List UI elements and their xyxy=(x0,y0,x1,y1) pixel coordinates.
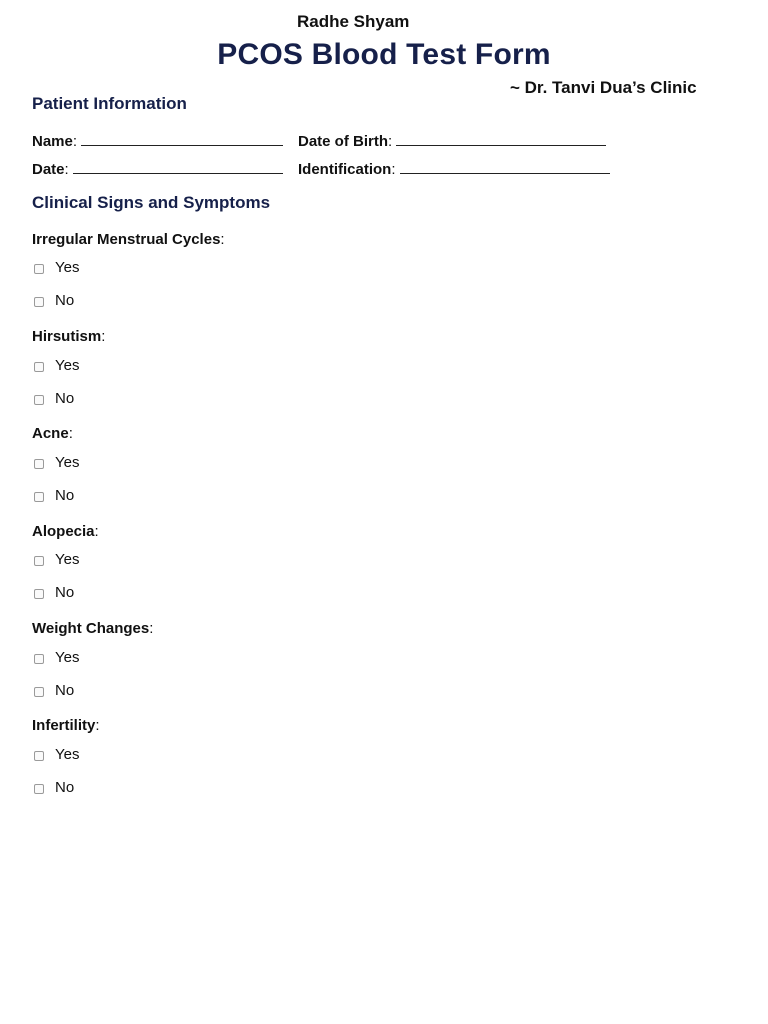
option-yes[interactable]: Yes xyxy=(34,551,79,568)
question-irregular-cycles: Irregular Menstrual Cycles: xyxy=(32,231,225,248)
checkbox[interactable] xyxy=(34,264,44,274)
name-label: Name xyxy=(32,133,73,150)
checkbox[interactable] xyxy=(34,492,44,502)
checkbox[interactable] xyxy=(34,687,44,697)
question-weight-changes: Weight Changes: xyxy=(32,620,154,637)
option-yes[interactable]: Yes xyxy=(34,746,79,763)
question-hirsutism: Hirsutism: xyxy=(32,328,106,345)
option-yes[interactable]: Yes xyxy=(34,259,79,276)
question-acne: Acne: xyxy=(32,425,73,442)
option-no[interactable]: No xyxy=(34,682,74,699)
date-label: Date xyxy=(32,161,65,178)
identification-label: Identification xyxy=(298,161,392,178)
form-title: PCOS Blood Test Form xyxy=(217,38,551,71)
clinic-name: ~ Dr. Tanvi Dua’s Clinic xyxy=(510,78,697,97)
date-blank[interactable] xyxy=(73,159,283,174)
checkbox[interactable] xyxy=(34,556,44,566)
dob-label: Date of Birth xyxy=(298,133,388,150)
name-blank[interactable] xyxy=(81,131,283,146)
option-yes[interactable]: Yes xyxy=(34,357,79,374)
checkbox[interactable] xyxy=(34,784,44,794)
checkbox[interactable] xyxy=(34,395,44,405)
checkbox[interactable] xyxy=(34,589,44,599)
option-yes[interactable]: Yes xyxy=(34,454,79,471)
clinical-signs-heading: Clinical Signs and Symptoms xyxy=(32,193,271,212)
question-alopecia: Alopecia: xyxy=(32,523,99,540)
patient-name-header: Radhe Shyam xyxy=(297,12,410,31)
dob-field[interactable]: Date of Birth: xyxy=(298,131,606,150)
option-no[interactable]: No xyxy=(34,584,74,601)
option-yes[interactable]: Yes xyxy=(34,649,79,666)
option-no[interactable]: No xyxy=(34,487,74,504)
name-field[interactable]: Name: xyxy=(32,131,283,150)
checkbox[interactable] xyxy=(34,751,44,761)
date-field[interactable]: Date: xyxy=(32,159,283,178)
option-no[interactable]: No xyxy=(34,779,74,796)
identification-field[interactable]: Identification: xyxy=(298,159,610,178)
identification-blank[interactable] xyxy=(400,159,610,174)
option-no[interactable]: No xyxy=(34,390,74,407)
checkbox[interactable] xyxy=(34,362,44,372)
option-no[interactable]: No xyxy=(34,292,74,309)
question-infertility: Infertility: xyxy=(32,717,100,734)
checkbox[interactable] xyxy=(34,297,44,307)
dob-blank[interactable] xyxy=(396,131,606,146)
checkbox[interactable] xyxy=(34,459,44,469)
patient-information-heading: Patient Information xyxy=(32,94,187,113)
checkbox[interactable] xyxy=(34,654,44,664)
